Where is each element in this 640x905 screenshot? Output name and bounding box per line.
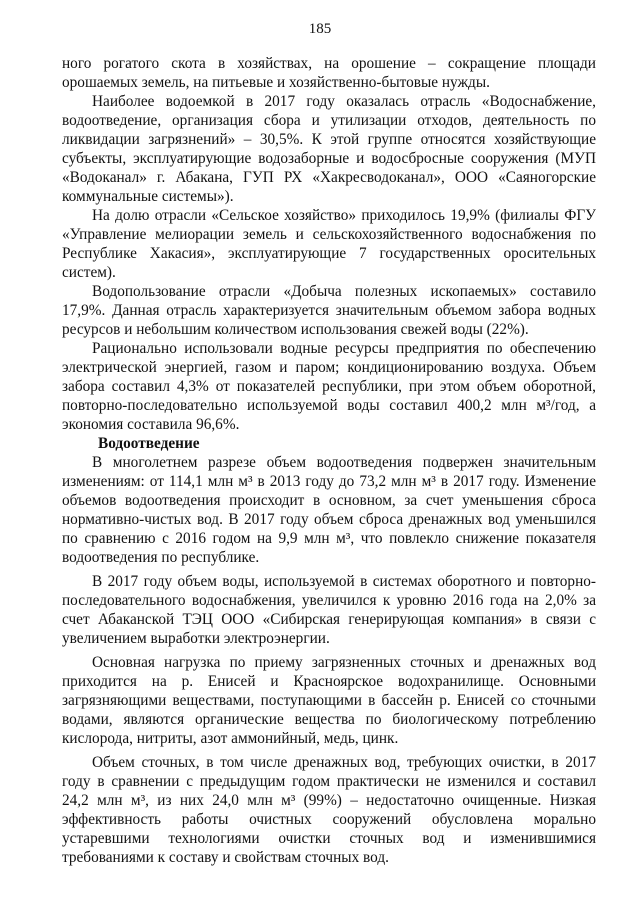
paragraph-continuation: ного рогатого скота в хозяйствах, на орошение – сокращение площади орошаемых земель, на питьевые и хозяйственно-бытовые нужды. [62, 55, 596, 91]
paragraph-mining: Водопользование отрасли «Добыча полезных ископаемых» составило 17,9%. Данная отрасль характеризуется значительным объемом забора водных ресурсов и небольшим количеством использования свежей воды (22%). [62, 283, 596, 338]
paragraph-wastewater-treatment: Объем сточных, в том числе дренажных вод, требующих очистки, в 2017 году в сравнении с предыдущим годом практически не изменился и составил 24,2 млн м³, из них 24,0 млн м³ (99%) – недостаточно очищенные. Низкая эффективность работы очистных сооружений обусловлена морально устаревшими технологиями очистки сточных вод и изменившимися требованиями к составу и свойствам сточных вод. [62, 754, 596, 866]
paragraph-recycled-water: В 2017 году объем воды, используемой в системах оборотного и повторно-последовательного водоснабжения, увеличился к уровню 2016 года на 2,0% за счет Абаканской ТЭЦ ООО «Сибирская генерирующая компания» в связи с увеличением выработки электроэнергии. [62, 573, 596, 647]
paragraph-agriculture: На долю отрасли «Сельское хозяйство» приходилось 19,9% (филиалы ФГУ «Управление мелиорации земель и сельскохозяйственного водоснабжения по Республике Хакасия», эксплуатирующие 7 государственных оросительных систем). [62, 207, 596, 281]
paragraph-water-supply-sector: Наиболее водоемкой в 2017 году оказалась отрасль «Водоснабжение, водоотведение, организация сбора и утилизации отходов, деятельность по ликвидации загрязнений» – 30,5%. К этой группе относятся хозяйствующие субъекты, эксплуатирующие водозаборные и водосбросные сооружения (МУП «Водоканал» г. Абакана, ГУП РХ «Хакресводоканал», ООО «Саяногорские коммунальные системы»). [62, 93, 596, 205]
page-number: 185 [308, 21, 332, 37]
paragraph-pollution-load: Основная нагрузка по приему загрязненных сточных и дренажных вод приходится на р. Енисей и Красноярское водохранилище. Основными загрязняющими веществами, поступающими в бассейн р. Енисей со сточными водами, являются органические вещества по биологическому потреблению кислорода, нитриты, азот аммонийный, медь, цинк. [62, 654, 596, 747]
section-heading: Водоотведение [98, 435, 200, 452]
paragraph-drainage-dynamics: В многолетнем разрезе объем водоотведения подвержен значительным изменениям: от 114,1 млн м³ в 2013 году до 73,2 млн м³ в 2017 году. Изменение объемов водоотведения происходит в основном, за счет уменьшения сброса нормативно-чистых вод. В 2017 году объем сброса дренажных вод уменьшился по сравнению с 2016 годом на 9,9 млн м³, что повлекло снижение показателя водоотведения по республике. [62, 454, 596, 566]
paragraph-energy: Рационально использовали водные ресурсы предприятия по обеспечению электрической энергией, газом и паром; кондиционированию воздуха. Объем забора составил 4,3% от показателей республики, при этом объем оборотной, повторно-последовательно используемой воды составил 400,2 млн м³/год, а экономия составила 96,6%. [62, 340, 596, 433]
body-text [62, 54, 596, 867]
